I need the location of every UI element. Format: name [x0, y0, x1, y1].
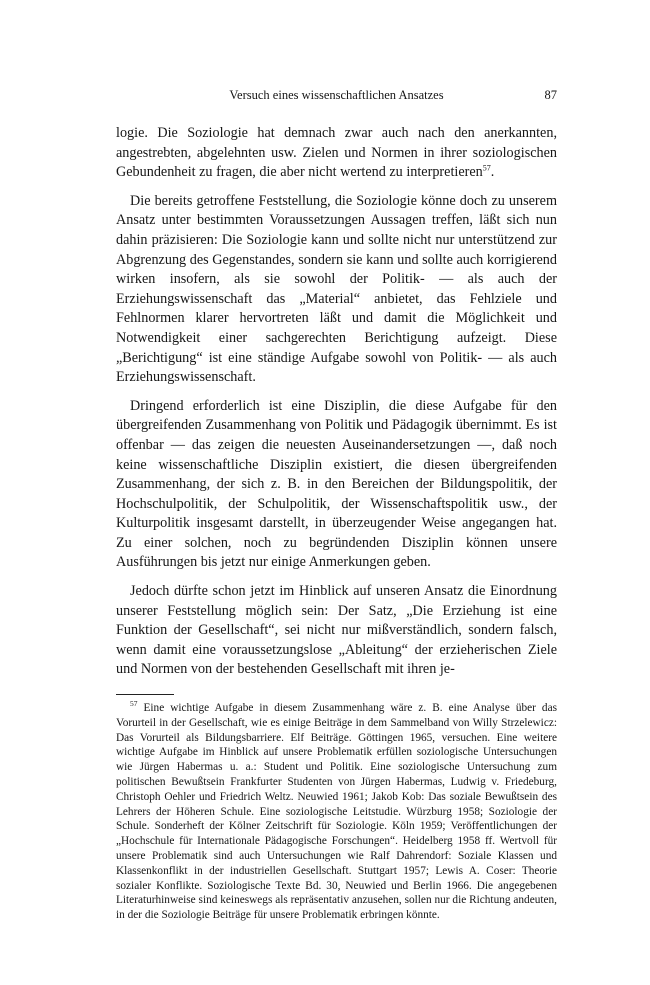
book-page — [116, 88, 557, 923]
paragraph-4: Jedoch dürfte schon jetzt im Hinblick auf unseren Ansatz die Einordnung unserer Feststellung möglich sein: Der Satz, „Die Erziehung ist eine Funktion der Gesellschaft“, sei nicht nur mißverständlich, sondern falsch, wenn damit eine voraussetzungslose „Ableitung“ der erzieherischen Ziele und Normen von der bestehenden Gesellschaft mit ihren je- — [116, 583, 557, 678]
footnote-divider — [116, 694, 174, 695]
paragraph-1 — [116, 124, 557, 183]
body-text — [116, 124, 557, 680]
footnote — [116, 701, 557, 923]
footnote-number: 57 — [130, 699, 138, 709]
footnote-reference: 57 — [482, 163, 491, 173]
paragraph-1-end: . — [490, 164, 495, 181]
paragraph-1-text: logie. Die Soziologie hat demnach zwar auch nach den anerkannten, angestrebten, abgelehnten usw. Zielen und Normen in ihrer soziologischen Gebundenheit zu fragen, die aber nicht wertend zu interpretieren — [116, 125, 557, 181]
footnote-57 — [116, 701, 557, 923]
running-title: Versuch eines wissenschaftlichen Ansatzes — [229, 88, 444, 102]
page-number: 87 — [544, 88, 557, 102]
paragraph-3: Dringend erforderlich ist eine Disziplin, die diese Aufgabe für den übergreifenden Zusammenhang von Politik und Pädagogik übernimmt. Es ist offenbar — das zeigen die neuesten Auseinandersetzungen —, daß noch keine wissenschaftliche Disziplin existiert, die diesen übergreifenden Zusammenhang, der sich z. B. in den Bereichen der Bildungspolitik, der Hochschulpolitik, der Schulpolitik, der Wissenschaftspolitik usw., der Kulturpolitik insgesamt darstellt, in überzeugender Weise angegangen hat. Zu einer solchen, noch zu begründenden Disziplin können unsere Ausführungen bis jetzt nur einige Anmerkungen geben. — [116, 397, 557, 571]
paragraph-2: Die bereits getroffene Feststellung, die Soziologie könne doch zu unserem Ansatz unter bestimmten Voraussetzungen Aussagen treffen, läßt sich nun dahin präzisieren: Die Soziologie kann und sollte nicht nur unterstützend zur Abgrenzung des Gegenstandes, sondern sie kann und sollte auch korrigierend wirken insofern, als sie sowohl der Politik- — als auch der Erziehungswissenschaft das „Material“ anbietet, das Fehlziele und Fehlnormen klarer hervortreten läßt und damit die Möglichkeit und Notwendigkeit einer sachgerechten Berichtigung aufzeigt. Diese „Berichtigung“ ist eine ständige Aufgabe sowohl von Politik- — als auch Erziehungswissenschaft. — [116, 192, 557, 386]
footnote-text: Eine wichtige Aufgabe in diesem Zusammenhang wäre z. B. eine Analyse über das Vorurteil in der Gesellschaft, wie es einige Beiträge in dem Sammelband von Willy Strzelewicz: Das Vorurteil als Bildungsbarriere. Elf Beiträge. Göttingen 1965, versuchen. Eine weitere wichtige Aufgabe im Hinblick auf unsere Problematik erfüllen soziologische Untersuchungen wie Jürgen Habermas u. a.: Student und Politik. Eine soziologische Untersuchung zum politischen Bewußtsein Frankfurter Studenten von Jürgen Habermas, Ludwig v. Friedeburg, Christoph Oehler und Friedrich Weltz. Neuwied 1961; Jakob Kob: Das soziale Bewußtsein des Lehrers der Höheren Schule. Eine soziologische Leitstudie. Würzburg 1958; Soziologie der Schule. Sonderheft der Kölner Zeitschrift für Soziologie. Köln 1959; Veröffentlichungen der „Hochschule für Internationale Pädagogische Forschungen“. Heidelberg 1958 ff. Wertvoll für unsere Problematik sind auch Untersuchungen wie Ralf Dahrendorf: Soziale Klassen und Klassenkonflikt in der industriellen Gesellschaft. Stuttgart 1957; Lewis A. Coser: Theorie sozialer Konflikte. Soziologische Texte Bd. 30, Neuwied und Berlin 1966. Die angegebenen Literaturhinweise sind keineswegs als repräsentativ anzusehen, sollen nur die Richtung andeuten, in der die Soziologie Beiträge für unsere Problematik erbringen könnte. — [116, 702, 557, 922]
running-header — [116, 88, 557, 110]
